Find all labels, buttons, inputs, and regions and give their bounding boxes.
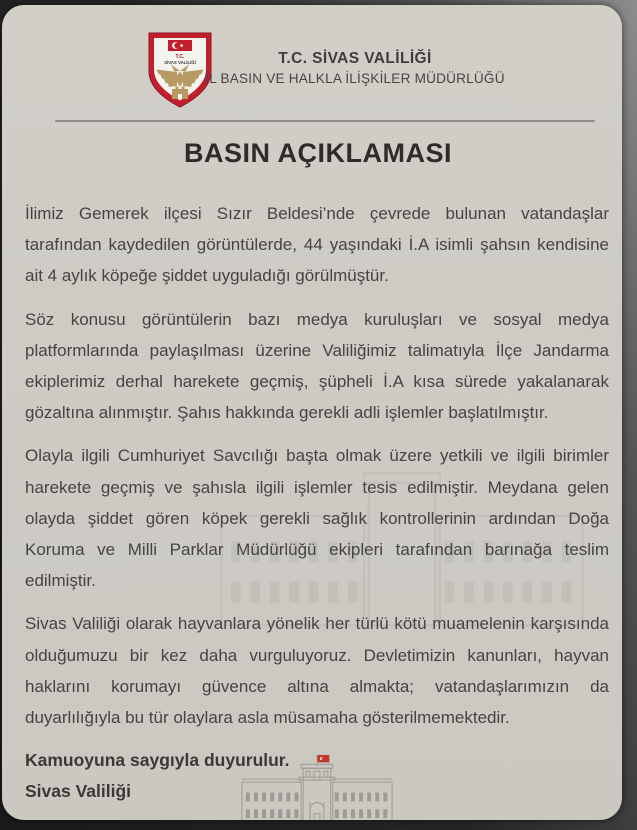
press-release-body [2,198,622,808]
press-release-card [2,5,622,820]
paragraph-4: Sivas Valiliği olarak hayvanlara yönelik her türlü kötü muamelenin karşısında olduğumuzu bir kez daha vurguluyoruz. Devletimizin kanunları, hayvan haklarını korumayı güvence altına almakta; vatandaşlarımızın da duyarlılığıyla bu tür olaylara asla müsamaha gösterilmemektedir. [25,614,609,728]
header-divider [55,120,595,122]
paragraph-3: Olayla ilgili Cumhuriyet Savcılığı başta olmak üzere yetkili ve ilgili birimler harekete geçmiş ve şahısla ilgili işlemler tesis edilmiştir. Meydana gelen olayda şiddet gören köpek gerekli sağlık kontrollerinin ardından Doğa Koruma ve Milli Parklar Müdürlüğü ekipleri tarafından barınağa teslim edilmiştir. [25,446,609,591]
crest-name-label: SİVAS VALİLİĞİ [164,60,196,65]
page-title: BASIN AÇIKLAMASI [184,138,452,168]
org-title: T.C. SİVAS VALİLİĞİ [278,50,432,67]
letterhead [2,50,622,86]
signature: Sivas Valiliği [25,781,132,802]
paragraph-1: İlimiz Gemerek ilçesi Sızır Beldesi’nde çevrede bulunan vatandaşlar tarafından kaydedilen görüntülerde, 44 yaşındaki İ.A isimli şahsın kendisine ait 4 aylık köpeğe şiddet uyguladığı görülmüştür. [25,204,609,286]
government-building-illustration [238,752,396,820]
paragraph-2: Söz konusu görüntülerin bazı medya kuruluşları ve sosyal medya platformlarında paylaşılması üzerine Valiliğimiz talimatıyla İlçe Jandarma ekiplerimiz derhal harekete geçmiş, şüpheli İ.A kısa sürede yakalanarak gözaltına alınmıştır. Şahıs hakkında gerekli adli işlemler başlatılmıştır. [25,309,609,423]
closing-salutation: Kamuoyuna saygıyla duyurulur. [25,750,290,771]
crest-tc-label: T.C. [175,54,185,60]
building-flag-icon [317,755,329,762]
org-subtitle: İL BASIN VE HALKLA İLİŞKİLER MÜDÜRLÜĞÜ [205,71,505,86]
